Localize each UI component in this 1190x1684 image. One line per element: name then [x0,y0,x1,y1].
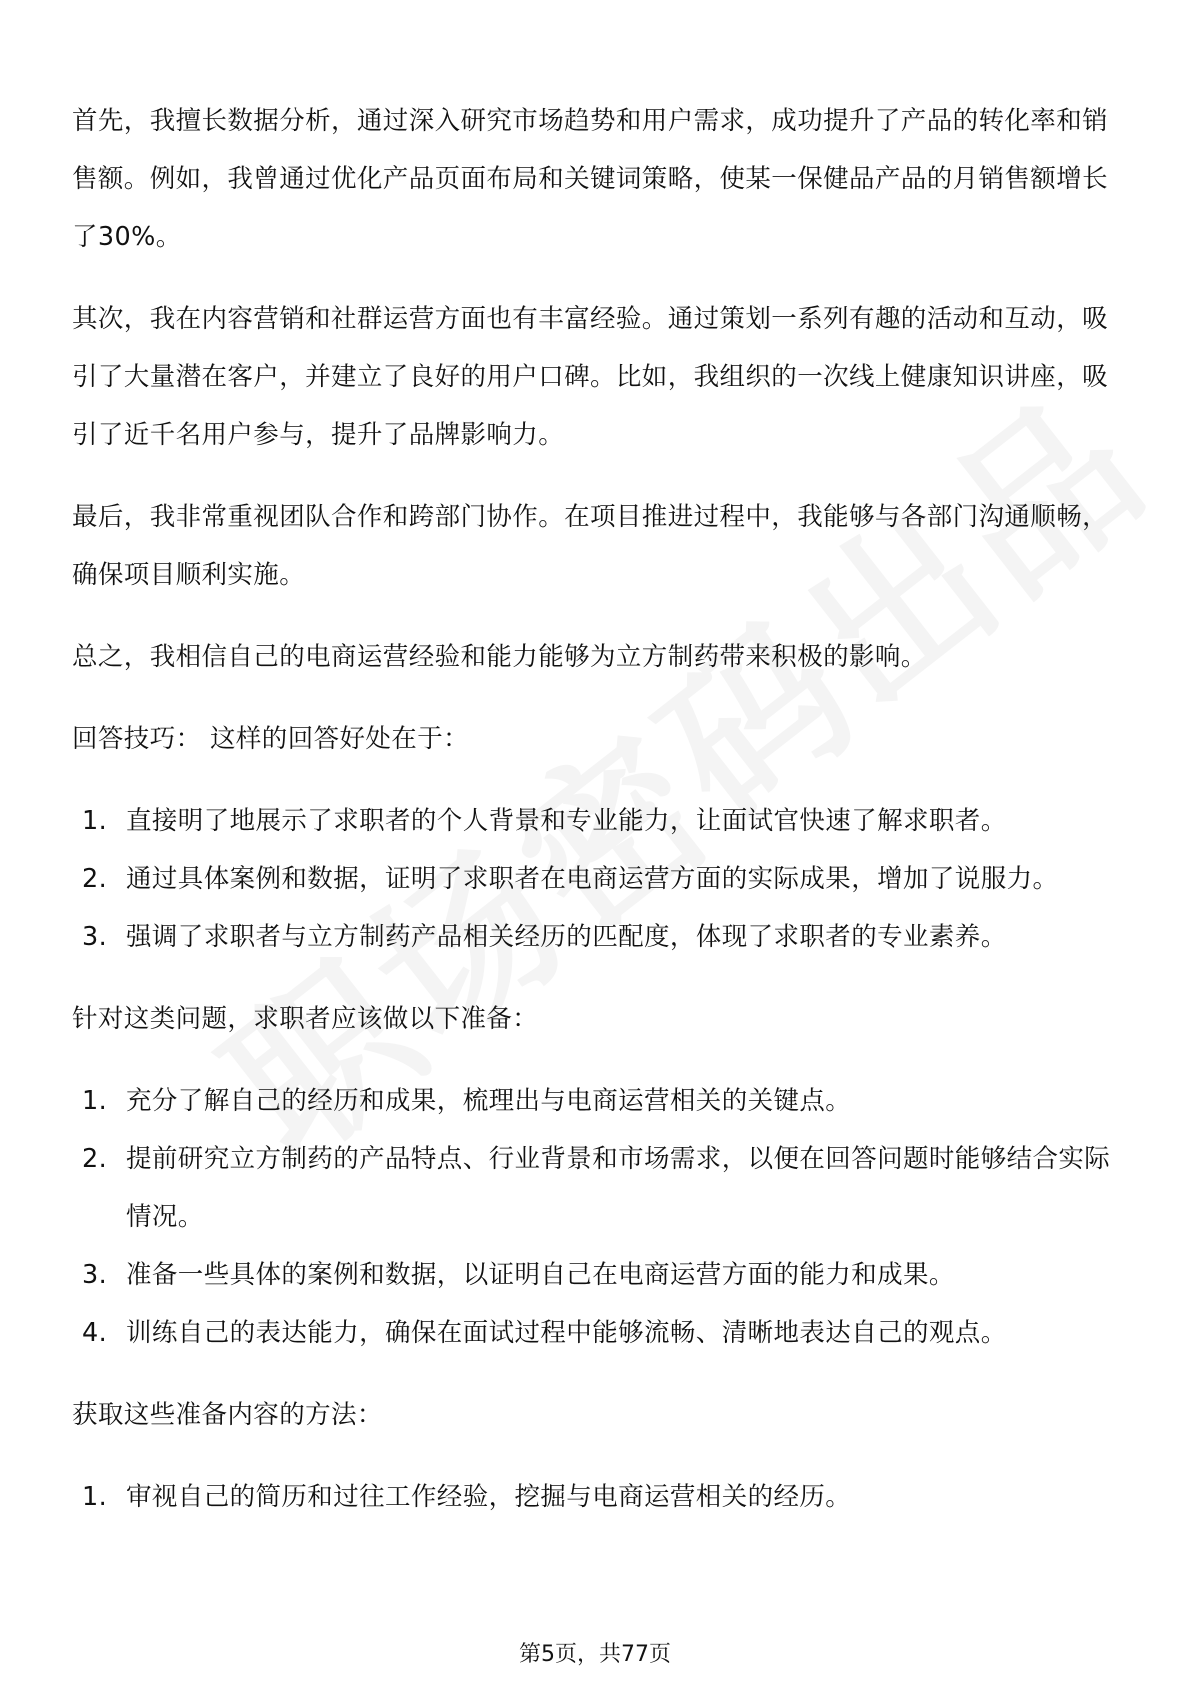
paragraph-1: 首先，我擅长数据分析，通过深入研究市场趋势和用户需求，成功提升了产品的转化率和销售额。例如，我曾通过优化产品页面布局和关键词策略，使某一保健品产品的月销售额增长了30%。 [72,106,1109,252]
list-item-text: 强调了求职者与立方制药产品相关经历的匹配度，体现了求职者的专业素养。 [126,922,1007,952]
list-item [72,792,1118,850]
methods-heading: 获取这些准备内容的方法： [72,1400,383,1430]
list-item [72,908,1118,966]
list-number: 3. [82,922,108,952]
list-item-text: 训练自己的表达能力，确保在面试过程中能够流畅、清晰地表达自己的观点。 [126,1318,1007,1348]
list-item-text: 提前研究立方制药的产品特点、行业背景和市场需求，以便在回答问题时能够结合实际情况。 [126,1144,1111,1232]
list-item [72,1468,1118,1526]
list-number: 1. [82,806,108,836]
page-number-footer: 第5页，共77页 [519,1642,671,1667]
list-item [72,850,1118,908]
list-item-text: 直接明了地展示了求职者的个人背景和专业能力，让面试官快速了解求职者。 [126,806,1007,836]
list-item-text: 审视自己的简历和过往工作经验，挖掘与电商运营相关的经历。 [126,1482,852,1512]
methods-list [72,1468,1118,1526]
list-item [72,1130,1118,1246]
document-body [72,92,1118,1550]
list-number: 2. [82,1144,108,1174]
list-item-text: 准备一些具体的案例和数据，以证明自己在电商运营方面的能力和成果。 [126,1260,955,1290]
list-number: 4. [82,1318,108,1348]
list-item [72,1246,1118,1304]
list-number: 1. [82,1482,108,1512]
paragraph-2: 其次，我在内容营销和社群运营方面也有丰富经验。通过策划一系列有趣的活动和互动，吸引了大量潜在客户，并建立了良好的用户口碑。比如，我组织的一次线上健康知识讲座，吸引了近千名用户参与，提升了品牌影响力。 [72,304,1109,450]
list-item-text: 充分了解自己的经历和成果，梳理出与电商运营相关的关键点。 [126,1086,852,1116]
tips-heading: 回答技巧： 这样的回答好处在于： [72,724,470,754]
list-item [72,1304,1118,1362]
list-number: 3. [82,1260,108,1290]
prep-list [72,1072,1118,1362]
list-item-text: 通过具体案例和数据，证明了求职者在电商运营方面的实际成果，增加了说服力。 [126,864,1059,894]
paragraph-3: 最后，我非常重视团队合作和跨部门协作。在项目推进过程中，我能够与各部门沟通顺畅，确保项目顺利实施。 [72,502,1109,590]
list-number: 2. [82,864,108,894]
paragraph-4: 总之，我相信自己的电商运营经验和能力能够为立方制药带来积极的影响。 [72,642,927,672]
list-item [72,1072,1118,1130]
tips-list [72,792,1118,966]
prep-heading: 针对这类问题，求职者应该做以下准备： [72,1004,539,1034]
list-number: 1. [82,1086,108,1116]
